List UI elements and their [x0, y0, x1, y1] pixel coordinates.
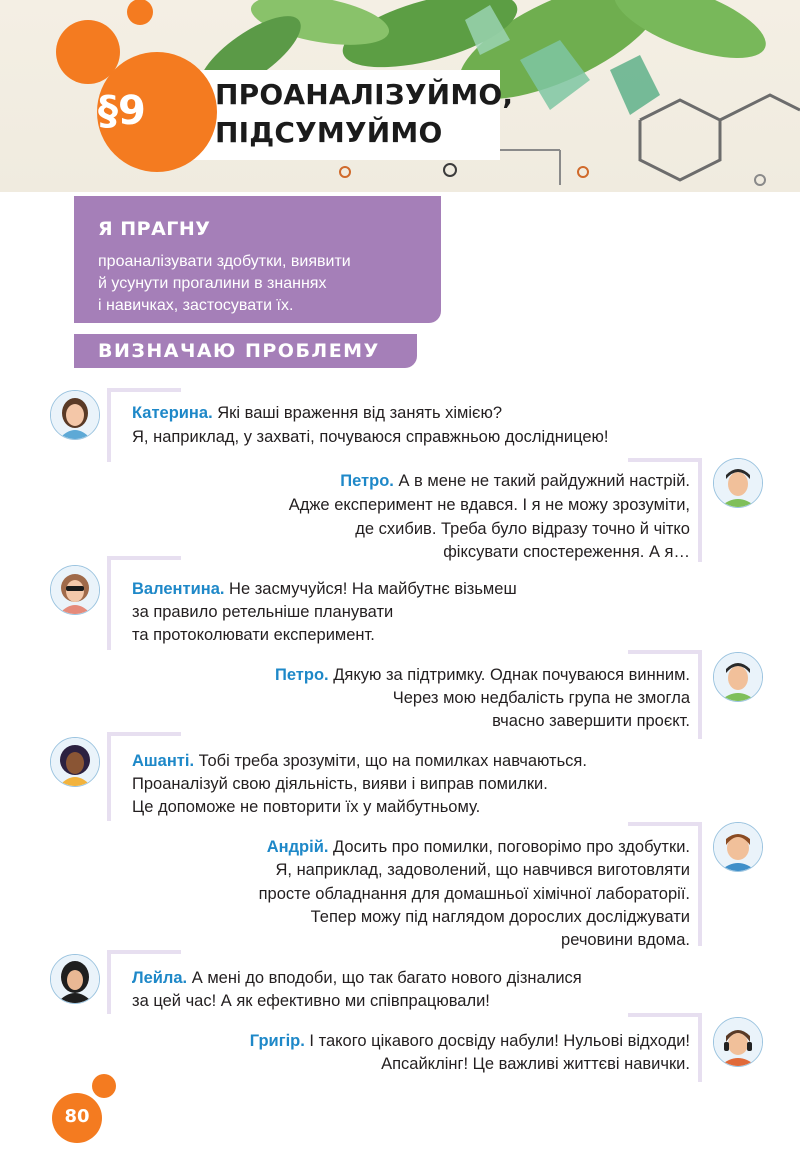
- dialogue-line: [340, 470, 690, 494]
- dialogue-line: [132, 967, 582, 991]
- dialogue-line: [250, 1030, 690, 1054]
- dialogue-line: Я, наприклад, задоволений, що навчився виготовляти: [275, 861, 690, 879]
- dialogue-text: Які ваші враження від занять хімією?: [217, 404, 503, 422]
- dialogue-line: Тепер можу під наглядом дорослих досліджувати: [310, 908, 690, 926]
- dialogue-line: [132, 578, 517, 602]
- title-line-1: ПРОАНАЛІЗУЙМО,: [215, 78, 514, 111]
- dialogue-line: [132, 402, 502, 426]
- dialogue-text: Не засмучуйся! На майбутнє візьмеш: [229, 580, 517, 598]
- speaker-name: Андрій.: [266, 838, 329, 856]
- dialogue-text: А мені до вподоби, що так багато нового дізналися: [191, 969, 582, 987]
- aim-text-line: проаналізувати здобутки, виявити: [98, 253, 351, 270]
- speaker-name: Григір.: [249, 1032, 305, 1050]
- aim-text-line: й усунути прогалини в знаннях: [98, 275, 327, 292]
- dialogue-line: Проаналізуй свою діяльність, вияви і виправ помилки.: [132, 775, 548, 793]
- dialogue-line: Через мою недбалість група не змогла: [392, 689, 690, 707]
- speaker-name: Петро.: [340, 472, 394, 490]
- dialogue-line: за правило ретельніше планувати: [132, 603, 394, 621]
- dialogue-line: Адже експеримент не вдався. І я не можу зрозуміти,: [288, 496, 690, 514]
- dialogue-line: Я, наприклад, у захваті, почуваюся справжньою дослідницею!: [132, 428, 609, 446]
- dialogue-line: [267, 836, 690, 860]
- dialogue-text: Дякую за підтримку. Однак почуваюся винним.: [333, 666, 690, 684]
- dialogue-line: Це допоможе не повторити їх у майбутньому.: [132, 798, 481, 816]
- speaker-name: Ашанті.: [132, 752, 195, 770]
- page-title: [215, 76, 513, 152]
- dialogue-line: фіксувати спостереження. А я…: [443, 543, 690, 561]
- dialogue-line: просте обладнання для домашньої хімічної лабораторії.: [258, 885, 690, 903]
- dialogue-text: І такого цікавого досвіду набули! Нульові відходи!: [309, 1032, 690, 1050]
- problem-title: ВИЗНАЧАЮ ПРОБЛЕМУ: [98, 340, 380, 362]
- dialogue-line: [275, 664, 690, 688]
- speaker-name: Петро.: [274, 666, 329, 684]
- speaker-name: Валентина.: [132, 580, 225, 598]
- section-number: §9: [98, 88, 146, 134]
- dialogue-text: Тобі треба зрозуміти, що на помилках навчаються.: [198, 752, 587, 770]
- speaker-name: Лейла.: [132, 969, 188, 987]
- dialogue-line: речовини вдома.: [561, 931, 690, 949]
- page-number: 80: [64, 1106, 90, 1127]
- aim-box: [74, 196, 441, 323]
- dialogue-line: вчасно завершити проєкт.: [492, 712, 690, 730]
- avatar-andriy: [713, 822, 763, 872]
- title-line-2: ПІДСУМУЙМО: [215, 116, 443, 149]
- avatar-valentyna: [50, 565, 100, 615]
- dialogue-line: та протоколювати експеримент.: [132, 626, 375, 644]
- aim-text-line: і навичках, застосувати їх.: [98, 297, 294, 314]
- avatar-petro: [713, 458, 763, 508]
- dialogue-text: А в мене не такий райдужний настрій.: [398, 472, 690, 490]
- avatar-petro: [713, 652, 763, 702]
- speaker-name: Катерина.: [132, 404, 213, 422]
- aim-title: Я ПРАГНУ: [98, 218, 211, 240]
- aim-text: [98, 251, 418, 317]
- dialogue-line: [132, 750, 587, 774]
- dialogue-text: Досить про помилки, поговорімо про здобутки.: [333, 838, 690, 856]
- avatar-leila: [50, 954, 100, 1004]
- dialogue-line: де схибив. Треба було відразу точно й чітко: [355, 520, 690, 538]
- dialogue-line: Апсайклінг! Це важливі життєві навички.: [381, 1055, 690, 1073]
- avatar-ashanti: [50, 737, 100, 787]
- avatar-kateryna: [50, 390, 100, 440]
- problem-heading: [74, 334, 417, 368]
- avatar-hryhir: [713, 1017, 763, 1067]
- dialogue-line: за цей час! А як ефективно ми співпрацювали!: [132, 992, 490, 1010]
